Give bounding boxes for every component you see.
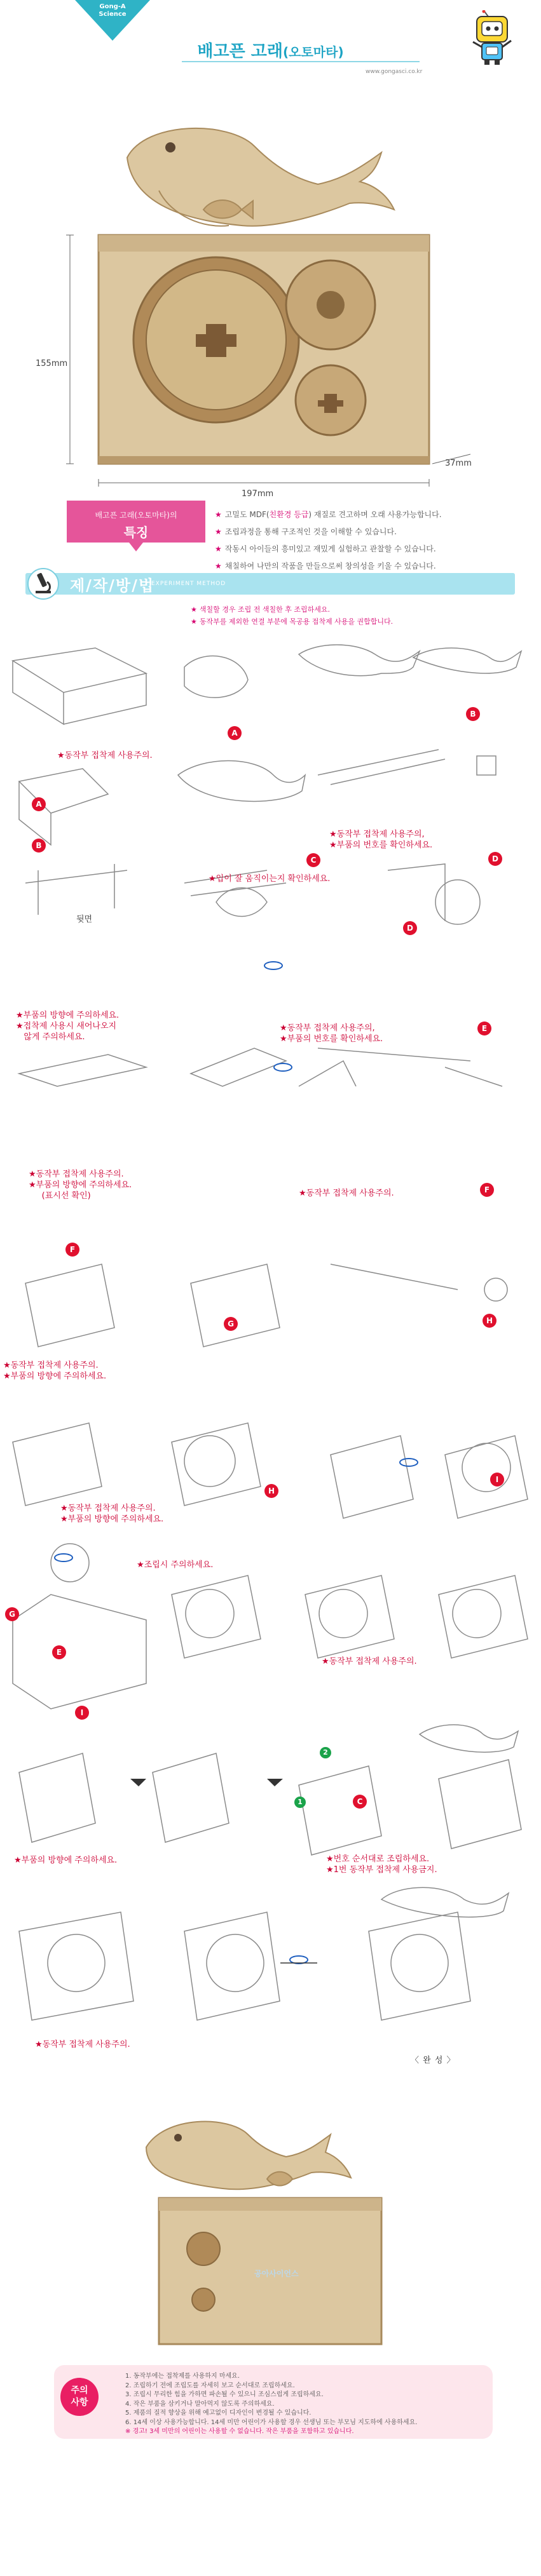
method-title-en: EXPERIMENT METHOD <box>151 581 226 587</box>
step-note: ★입이 잘 움직이는지 확인하세요. <box>209 874 331 884</box>
caution-badge-line1: 주의 <box>71 2385 88 2396</box>
caution-item: 3. 조립시 무리한 힘을 가하면 파손될 수 있으니 조심스럽게 조립하세요. <box>125 2391 324 2398</box>
star-icon: ★ <box>215 510 222 519</box>
method-title: 제/작/방/법 <box>70 576 155 595</box>
feature-text-pre: 작동시 아이들의 흥미있고 재밌게 실험하고 관찰할 수 있습니다. <box>224 544 436 553</box>
features-badge-subtitle: 배고픈 고래(오토마타)의 <box>95 511 177 520</box>
part-label-d: D <box>488 852 502 866</box>
robot-mascot-icon <box>469 10 515 66</box>
brand-logo <box>75 3 150 18</box>
star-icon: ★ <box>191 617 197 626</box>
hero-product <box>36 108 496 502</box>
part-label-e: E <box>477 1022 491 1035</box>
step-note: ★부품의 방향에 주의하세요. <box>14 1856 118 1865</box>
star-icon: ★ <box>215 527 222 536</box>
height-dimension: 155mm <box>36 359 68 368</box>
step-note: ★동작부 접착제 사용주의. <box>57 751 153 760</box>
brand-line1: Gong-A <box>99 3 126 10</box>
step-number-1: 1 <box>294 1797 306 1808</box>
step-note: ★번호 순서대로 조립하세요. ★1번 동작부 접착제 사용금지. <box>326 1854 437 1875</box>
watermark-text: 공아사이언스 <box>254 2269 299 2278</box>
star-icon: ★ <box>215 562 222 570</box>
final-product-illustration <box>121 2109 420 2350</box>
caution-item: 2. 조립하기 전에 조립도를 자세히 보고 순서대로 조립하세요. <box>125 2382 295 2389</box>
part-label-f: F <box>65 1243 79 1257</box>
page-title <box>0 38 541 62</box>
feature-item <box>215 541 488 558</box>
caution-badge-line2: 사항 <box>71 2397 88 2408</box>
part-label-g: G <box>224 1317 238 1331</box>
part-label-i: I <box>75 1706 89 1720</box>
caution-item: 1. 동작부에는 접착제를 사용하지 마세요. <box>125 2373 240 2380</box>
caution-badge <box>60 2378 99 2416</box>
site-url: www.gongasci.co.kr <box>366 69 423 75</box>
step-note-back: 뒷면 <box>76 915 93 924</box>
feature-text-post: ) 재질로 견고하며 오래 사용가능합니다. <box>308 510 442 519</box>
title-main: 배고픈 고래 <box>197 42 284 61</box>
step-note: ★부품의 방향에 주의하세요. ★접착제 사용시 새어나오지 않게 주의하세요. <box>16 1011 120 1042</box>
title-underline <box>182 61 420 62</box>
feature-item <box>215 523 488 541</box>
step-note: ★동작부 접착제 사용주의. <box>299 1189 394 1198</box>
hero-product-illustration <box>51 108 496 502</box>
step-note: ★동작부 접착제 사용주의. <box>322 1657 417 1666</box>
step-note: ★동작부 접착제 사용주의. ★부품의 방향에 주의하세요. <box>60 1504 164 1524</box>
part-label-e: E <box>52 1645 66 1659</box>
width-dimension: 197mm <box>242 489 274 499</box>
part-label-a: A <box>228 726 242 740</box>
feature-text-pre: 조립과정을 통해 구조적인 것을 이해할 수 있습니다. <box>224 527 397 536</box>
method-note-text: 색칠할 경우 조립 전 색칠한 후 조립하세요. <box>199 605 330 614</box>
depth-dimension: 37mm <box>445 459 472 468</box>
part-label-b: B <box>32 839 46 853</box>
feature-text-highlight: 친환경 등급 <box>269 510 309 519</box>
caution-box <box>54 2365 493 2439</box>
caution-item: 5. 제품의 질적 향상을 위해 예고없이 디자인이 변경될 수 있습니다. <box>125 2410 312 2417</box>
caution-list <box>125 2372 417 2437</box>
features-badge <box>60 497 212 554</box>
part-label-c: C <box>306 853 320 867</box>
feature-text-pre: 고밀도 MDF( <box>224 510 270 519</box>
assembly-steps <box>0 629 541 2096</box>
part-label-h: H <box>483 1314 496 1328</box>
step-note: ★조립시 주의하세요. <box>137 1560 214 1570</box>
final-product <box>121 2109 420 2350</box>
part-label-a: A <box>32 797 46 811</box>
step-note: ★동작부 접착제 사용주의, ★부품의 번호를 확인하세요. <box>329 830 433 850</box>
microscope-icon <box>25 568 61 600</box>
method-note <box>191 616 393 628</box>
star-icon: ★ <box>215 544 222 553</box>
header <box>0 0 541 111</box>
step-note: ★동작부 접착제 사용주의. <box>35 2040 130 2049</box>
step-note: ★동작부 접착제 사용주의, ★부품의 번호를 확인하세요. <box>280 1023 383 1044</box>
feature-item <box>215 506 488 523</box>
complete-label: 〈 완 성 〉 <box>411 2056 456 2065</box>
part-label-f: F <box>480 1183 494 1197</box>
part-label-g: G <box>5 1607 19 1621</box>
part-label-i: I <box>490 1473 504 1487</box>
step-number-2: 2 <box>320 1747 331 1758</box>
method-note <box>191 604 393 616</box>
brand-line2: Science <box>99 11 127 18</box>
star-icon: ★ <box>191 605 197 614</box>
step-note: ★동작부 접착제 사용주의. ★부품의 방향에 주의하세요. (표시선 확인) <box>29 1170 132 1201</box>
part-label-c: C <box>353 1795 367 1809</box>
caution-warning: ※ 경고! 3세 미만의 어린이는 사용할 수 없습니다. 작은 부품을 포함하고 있습니다. <box>125 2428 354 2435</box>
method-header <box>0 564 541 604</box>
part-label-b: B <box>466 707 480 721</box>
part-label-h: H <box>264 1484 278 1498</box>
part-label-d: D <box>403 921 417 935</box>
method-note-text: 동작부를 제외한 연결 부분에 목공용 접착제 사용을 권합합니다. <box>199 617 394 626</box>
caution-item: 4. 작은 부품을 삼키거나 말아먹지 않도록 주의하세요. <box>125 2400 275 2408</box>
step-note: ★동작부 접착제 사용주의. ★부품의 방향에 주의하세요. <box>3 1361 107 1381</box>
method-notes <box>191 604 393 628</box>
features-badge-title: 특징 <box>123 525 149 540</box>
title-sub: (오토마타) <box>283 44 344 60</box>
feature-text-pre: 채칠하여 나만의 작품을 만들으로써 창의성을 키울 수 있습니다. <box>224 562 436 570</box>
caution-item: 6. 14세 이상 사용가능합니다. 14세 미만 어린이가 사용할 경우 선생님 또는 부모님 지도하에 사용하세요. <box>125 2418 418 2426</box>
